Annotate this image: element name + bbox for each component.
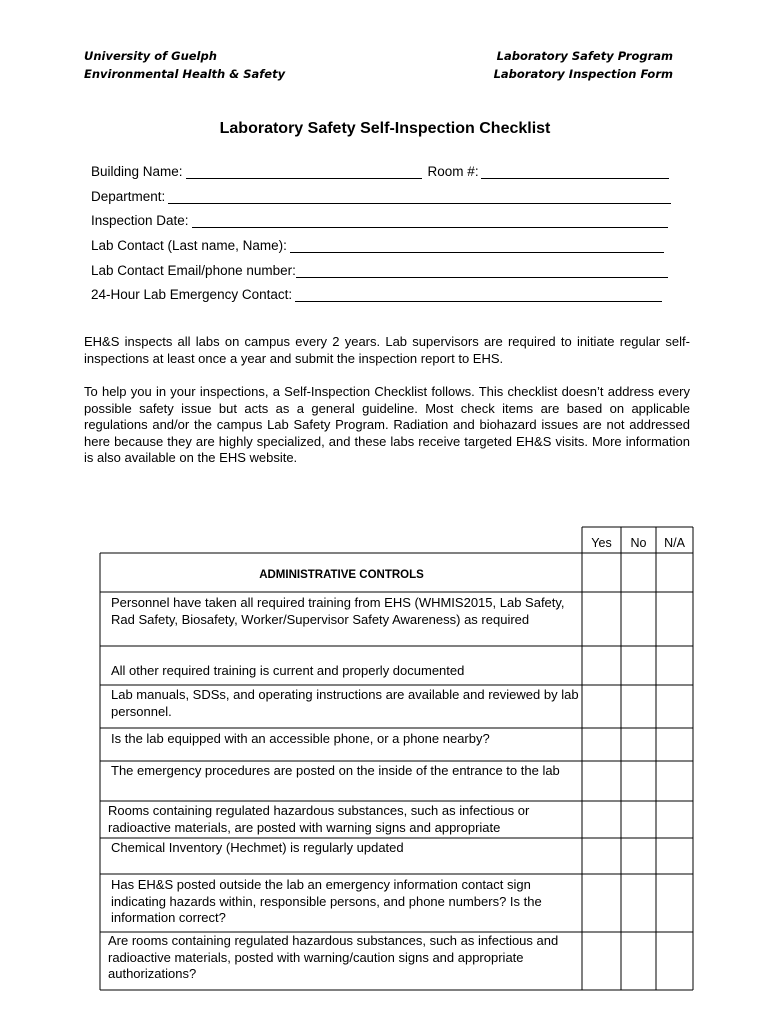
answer-cell-yes[interactable]: [583, 729, 621, 761]
form-name: Laboratory Inspection Form: [493, 67, 673, 81]
checklist-item: Chemical Inventory (Hechmet) is regularly updated: [111, 840, 404, 855]
guideline-paragraph: To help you in your inspections, a Self-Inspection Checklist follows. This checklist doesn’t address every possible safety issue but acts as a general guideline. Most check items are based on applicable regulations and/or the campus Lab Safety Program. Radiation and biohazard issues are not addressed here because they are highly specialized, and these labs receive targeted EH&S visits. More information is also available on the EHS website.: [84, 384, 690, 465]
answer-cell-yes[interactable]: [583, 762, 621, 801]
answer-cell-no[interactable]: [622, 762, 656, 801]
answer-cell-no[interactable]: [622, 729, 656, 761]
lab-contact-field[interactable]: [91, 235, 664, 253]
answer-cell-yes[interactable]: [583, 647, 621, 685]
emergency-contact-line[interactable]: [295, 287, 662, 302]
answer-cell-na[interactable]: [657, 647, 693, 685]
answer-cell-yes[interactable]: [583, 933, 621, 990]
answer-cell-na[interactable]: [657, 802, 693, 838]
answer-cell-yes[interactable]: [583, 802, 621, 838]
inspection-date-label: Inspection Date:: [91, 213, 189, 228]
building-label: Building Name:: [91, 164, 183, 179]
checklist-item: Rooms containing regulated hazardous substances, such as infectious or radioactive materials, are posted with warning signs and appropriate: [108, 803, 530, 835]
checklist-item: Lab manuals, SDSs, and operating instructions are available and reviewed by lab personnel.: [111, 687, 579, 719]
checklist-item: Personnel have taken all required training from EHS (WHMIS2015, Lab Safety, Rad Safety, Biosafety, Worker/Supervisor Safety Awareness) as required: [111, 595, 565, 627]
department-label: Department:: [91, 189, 166, 204]
col-yes-header: Yes: [591, 536, 612, 550]
department-line[interactable]: [168, 189, 671, 204]
lab-contact-email-label: Lab Contact Email/phone number:: [91, 263, 296, 278]
answer-cell-na[interactable]: [657, 933, 693, 990]
col-na-header: N/A: [664, 536, 685, 550]
checklist-item: The emergency procedures are posted on the inside of the entrance to the lab: [111, 763, 560, 778]
inspection-date-field[interactable]: [91, 210, 668, 228]
answer-cell-na[interactable]: [657, 593, 693, 646]
answer-cell-na[interactable]: [657, 875, 693, 932]
department-name: Environmental Health & Safety: [84, 67, 286, 81]
col-no-header: No: [630, 536, 647, 550]
inspection-date-line[interactable]: [192, 213, 668, 228]
answer-cell-na[interactable]: [657, 762, 693, 801]
answer-cell-no[interactable]: [622, 647, 656, 685]
intro-paragraph: EH&S inspects all labs on campus every 2 years. Lab supervisors are required to initiate regular self-inspections at least once a year and submit the inspection report to EHS.: [84, 334, 690, 366]
answer-cell-no[interactable]: [622, 593, 656, 646]
lab-contact-line[interactable]: [290, 238, 664, 253]
room-label: Room #:: [427, 164, 479, 179]
answer-cell-no[interactable]: [622, 933, 656, 990]
answer-cell-no[interactable]: [622, 802, 656, 838]
lab-contact-email-field[interactable]: [91, 260, 668, 278]
answer-cell-yes[interactable]: [583, 875, 621, 932]
lab-contact-label: Lab Contact (Last name, Name):: [91, 238, 287, 253]
header-right: [470, 47, 673, 83]
department-field[interactable]: [91, 186, 671, 204]
section-administrative-controls: ADMINISTRATIVE CONTROLS: [259, 569, 424, 581]
emergency-contact-field[interactable]: [91, 284, 662, 302]
checklist-item: Is the lab equipped with an accessible phone, or a phone nearby?: [111, 731, 490, 746]
program-name: Laboratory Safety Program: [496, 49, 673, 63]
checklist-item: Are rooms containing regulated hazardous substances, such as infectious and radioactive materials, posted with warning/caution signs and appropriate authorizations?: [108, 933, 559, 981]
emergency-contact-label: 24-Hour Lab Emergency Contact:: [91, 287, 293, 302]
room-line[interactable]: [481, 164, 669, 179]
answer-cell-yes[interactable]: [583, 839, 621, 874]
lab-contact-email-line[interactable]: [296, 263, 668, 278]
building-field[interactable]: [91, 161, 669, 179]
answer-cell-yes[interactable]: [583, 593, 621, 646]
answer-cell-no[interactable]: [622, 875, 656, 932]
building-line[interactable]: [186, 164, 422, 179]
header-left: [84, 47, 285, 83]
page-title: Laboratory Safety Self-Inspection Checklist: [219, 120, 551, 137]
answer-cell-na[interactable]: [657, 729, 693, 761]
answer-cell-yes[interactable]: [583, 686, 621, 728]
answer-cell-no[interactable]: [622, 686, 656, 728]
checklist-item: Has EH&S posted outside the lab an emergency information contact sign indicating hazards within, responsible persons, and phone numbers? Is the information correct?: [111, 877, 542, 925]
answer-cell-na[interactable]: [657, 839, 693, 874]
university-name: University of Guelph: [84, 49, 217, 63]
checklist-item: All other required training is current and properly documented: [111, 663, 465, 678]
answer-cell-no[interactable]: [622, 839, 656, 874]
answer-cell-na[interactable]: [657, 686, 693, 728]
